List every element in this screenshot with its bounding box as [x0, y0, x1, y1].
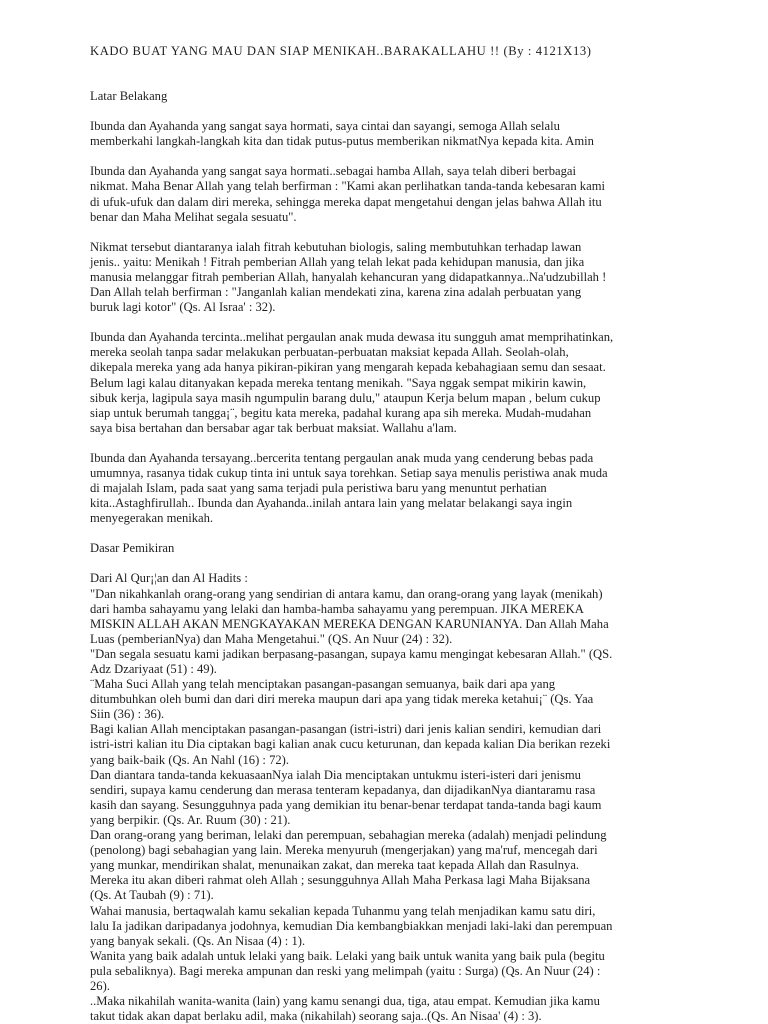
paragraph-5: Ibunda dan Ayahanda tersayang..bercerita tentang pergaulan anak muda yang cenderung bebas pada umumnya, rasanya tidak cukup tinta ini untuk saya torehkan. Setiap saya menulis peristiwa anak muda di majalah Islam, pada saat yang sama terjadi pula peristiwa baru yang menuntut perhatian kita..Astaghfirullah.. Ibunda dan Ayahanda..inilah antara lain yang melatar belakangi saya ingin menyegerakan menikah. — [90, 450, 608, 526]
section-heading-latar-belakang: Latar Belakang — [90, 89, 168, 104]
spacer — [90, 104, 722, 119]
spacer — [90, 526, 722, 541]
paragraph-3: Nikmat tersebut diantaranya ialah fitrah kebutuhan biologis, saling membutuhkan terhadap lawan jenis.. yaitu: Menikah ! Fitrah pemberian Allah yang telah lekat pada kehidupan manusia, dan jika manusia melanggar fitrah pemberian Allah, hanyalah kehancuran yang didapatkannya..Na'udzubillah ! Dan Allah telah berfirman : "Janganlah kalian mendekati zina, karena zina adalah perbuatan yang buruk lagi kotor" (Qs. Al Israa' : 32). — [90, 239, 607, 315]
section-heading-dasar-pemikiran: Dasar Pemikiran — [90, 541, 175, 556]
paragraph-quotes: Dari Al Qur¡¦an dan Al Hadits : "Dan nikahkanlah orang-orang yang sendirian di antara kamu, dan orang-orang yang layak (menikah) dari hamba sahayamu yang lelaki dan hamba-hamba sahayamu yang perempuan. JIKA MEREKA MISKIN ALLAH AKAN MENGKAYAKAN MEREKA DENGAN KARUNIANYA. Dan Allah Maha Luas (pemberianNya) dan Maha Mengetahui." (QS. An Nuur (24) : 32). "Dan segala sesuatu kami jadikan berpasang-pasangan, supaya kamu mengingat kebesaran Allah." (QS. Adz Dzariyaat (51) : 49). ¨Maha Suci Allah yang telah menciptakan pasangan-pasangan semuanya, baik dari apa yang ditumbuhkan oleh bumi dan dari diri mereka maupun dari apa yang tidak mereka ketahui¡¨ (Qs. Yaa Siin (36) : 36). Bagi kalian Allah menciptakan pasangan-pasangan (istri-istri) dari jenis kalian sendiri, kemudian dari istri-istri kalian itu Dia ciptakan bagi kalian anak cucu keturunan, dan kepada kalian Dia berikan rezeki yang baik-baik (Qs. An Nahl (16) : 72). Dan diantara tanda-tanda kekuasaanNya ialah Dia menciptakan untukmu isteri-isteri dari jenismu sendiri, supaya kamu cenderung dan merasa tenteram kepadanya, dan dijadikanNya diantaramu rasa kasih dan sayang. Sesungguhnya pada yang demikian itu benar-benar terdapat tanda-tanda bagi kaum yang berpikir. (Qs. Ar. Ruum (30) : 21). Dan orang-orang yang beriman, lelaki dan perempuan, sebahagian mereka (adalah) menjadi pelindung (penolong) bagi sebahagian yang lain. Mereka menyuruh (mengerjakan) yang ma'ruf, mencegah dari yang munkar, mendirikan shalat, menunaikan zakat, dan mereka taat kepada Allah dan Rasulnya. Mereka itu akan diberi rahmat oleh Allah ; sesungguhnya Allah Maha Perkasa lagi Maha Bijaksana (Qs. At Taubah (9) : 71). Wahai manusia, bertaqwalah kamu sekalian kepada Tuhanmu yang telah menjadikan kamu satu diri, lalu Ia jadikan daripadanya jodohnya, kemudian Dia kembangbiakkan menjadi laki-laki dan perempuan yang banyak sekali. (Qs. An Nisaa (4) : 1). Wanita yang baik adalah untuk lelaki yang baik. Lelaki yang baik untuk wanita yang baik pula (begitu pula sebaliknya). Bagi mereka ampunan dan reski yang melimpah (yaitu : Surga) (Qs. An Nuur (24) : 26). ..Maka nikahilah wanita-wanita (lain) yang kamu senangi dua, tiga, atau empat. Kemudian jika kamu takut tidak akan dapat berlaku adil, maka (nikahilah) seorang saja..(Qs. An Nisaa' (4) : 3). — [90, 571, 613, 1024]
spacer — [90, 74, 722, 89]
spacer — [90, 436, 722, 451]
spacer — [90, 556, 722, 571]
spacer — [90, 315, 722, 330]
spacer — [90, 225, 722, 240]
document-body — [90, 44, 722, 1024]
spacer — [90, 149, 722, 164]
paragraph-4: Ibunda dan Ayahanda tercinta..melihat pergaulan anak muda dewasa itu sungguh amat memprihatinkan, mereka seolah tanpa sadar melakukan perbuatan-perbuatan maksiat kepada Allah. Seolah-olah, dikepala mereka yang ada hanya pikiran-pikiran yang mengarah kepada kebahagiaan semu dan sesaat. Belum lagi kalau ditanyakan kepada mereka tentang menikah. "Saya nggak sempat mikirin kawin, sibuk kerja, lagipula saya masih ngumpulin barang dulu," ataupun Kerja belum mapan , belum cukup siap untuk berumah tangga¡¨, begitu kata mereka, padahal kurang apa sih mereka. Mudah-mudahan saya bisa bertahan dan bersabar agar tak berbuat maksiat. Wallahu a'lam. — [90, 330, 614, 435]
document-title: KADO BUAT YANG MAU DAN SIAP MENIKAH..BARAKALLAHU !! (By : 4121X13) — [90, 44, 592, 58]
paragraph-2: Ibunda dan Ayahanda yang sangat saya hormati..sebagai hamba Allah, saya telah diberi berbagai nikmat. Maha Benar Allah yang telah berfirman : "Kami akan perlihatkan tanda-tanda kebesaran kami di ufuk-ufuk dan dalam diri mereka, sehingga mereka dapat mengetahui dengan jelas bahwa Allah itu benar dan Maha Melihat segala sesuatu". — [90, 164, 605, 224]
paragraph-1: Ibunda dan Ayahanda yang sangat saya hormati, saya cintai dan sayangi, semoga Allah selalu memberkahi langkah-langkah kita dan tidak putus-putus memberikan nikmatNya kepada kita. Amin — [90, 119, 594, 149]
spacer — [90, 59, 722, 74]
